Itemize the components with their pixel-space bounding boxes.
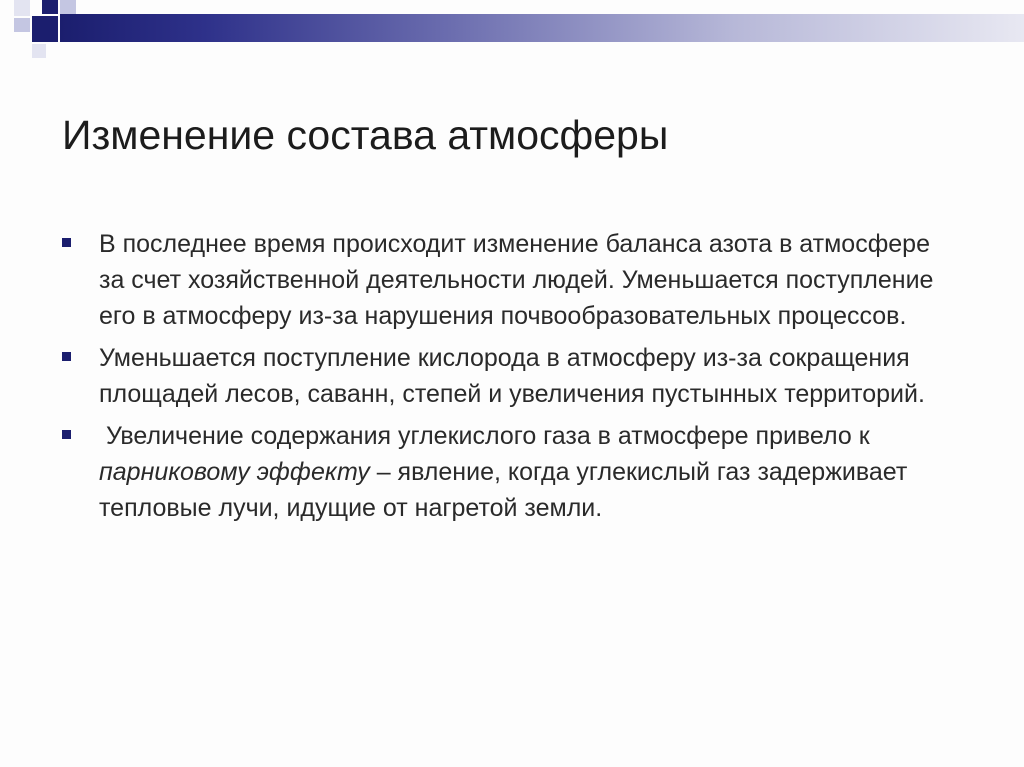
bullet-item <box>62 418 962 526</box>
corner-square-decoration <box>14 0 30 16</box>
corner-square-decoration <box>42 0 58 14</box>
bullet-text-part: Увеличение содержания углекислого газа в атмосфере привело к <box>99 422 877 450</box>
bullet-item <box>62 340 962 412</box>
square-bullet-icon <box>62 238 71 247</box>
bullet-list <box>62 226 962 532</box>
bullet-text: В последнее время происходит изменение баланса азота в атмосфере за счет хозяйственной деятельности людей. Уменьшается поступление его в атмосферу из-за нарушения почвообразовательных процессов. <box>99 230 934 330</box>
corner-square-decoration <box>32 44 46 58</box>
corner-square-decoration <box>14 18 30 32</box>
bullet-item <box>62 226 962 334</box>
bullet-text-emphasis: парниковому эффекту <box>99 458 370 486</box>
bullet-text-part: – явление, когда углекислый газ задерживает тепловые лучи, идущие от нагретой земли. <box>99 458 908 522</box>
square-bullet-icon <box>62 430 71 439</box>
square-bullet-icon <box>62 352 71 361</box>
corner-square-decoration <box>60 0 76 14</box>
header-gradient-bar <box>60 14 1024 42</box>
bullet-text <box>99 422 907 522</box>
slide-title: Изменение состава атмосферы <box>62 112 669 158</box>
bullet-text: Уменьшается поступление кислорода в атмосферу из-за сокращения площадей лесов, саванн, степей и увеличения пустынных территорий. <box>99 344 925 408</box>
corner-square-decoration <box>32 16 58 42</box>
